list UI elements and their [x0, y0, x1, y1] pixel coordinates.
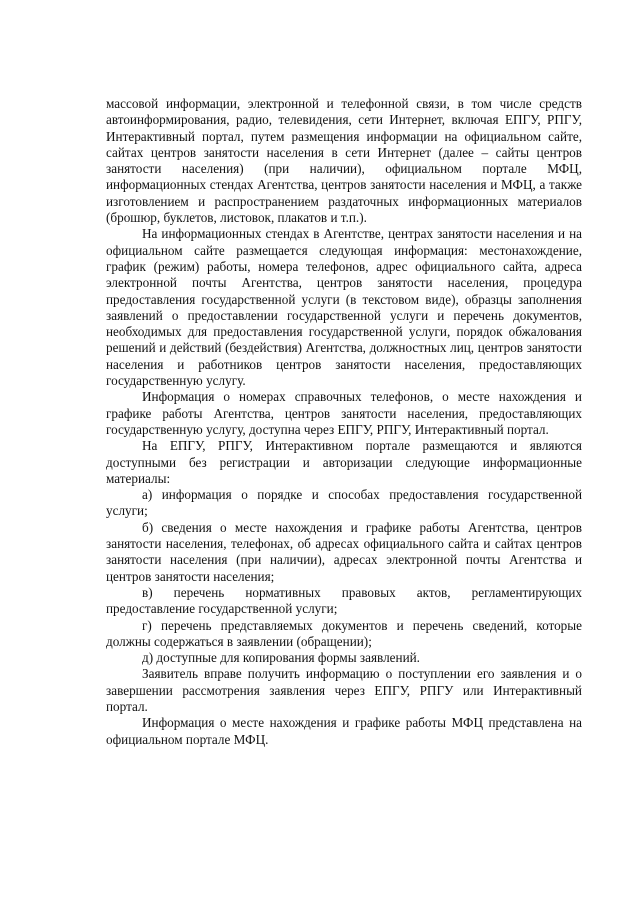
- list-item-g: г) перечень представляемых документов и перечень сведений, которые должны содержаться в заявлении (обращении);: [106, 617, 582, 649]
- paragraph-mfc-info: Информация о месте нахождения и графике работы МФЦ представлена на официальном портале МФЦ.: [106, 715, 582, 747]
- list-item-a: а) информация о порядке и способах предоставления государственной услуги;: [106, 487, 582, 519]
- paragraph-stands-info: На информационных стендах в Агентстве, центрах занятости населения и на официальном сайте размещается следующая информация: местонахождение, график (режим) работы, номера телефонов, адрес официального сайта, адреса электронной почты Агентства, центров занятости населения, процедура предоставления государственной услуги (в текстовом виде), образцы заполнения заявлений о предоставлении государственной услуги и перечень документов, необходимых для предоставления государственной услуги, порядок обжалования решений и действий (бездействия) Агентства, должностных лиц, центров занятости населения и работников центров занятости населения, предоставляющих государственную услугу.: [106, 226, 582, 389]
- paragraph-applicant-right: Заявитель вправе получить информацию о поступлении его заявления и о завершении рассмотрения заявления через ЕПГУ, РПГУ или Интерактивный портал.: [106, 666, 582, 714]
- list-item-d: д) доступные для копирования формы заявлений.: [142, 650, 420, 666]
- document-page: [106, 96, 582, 748]
- paragraph-continuation: массовой информации, электронной и телефонной связи, в том числе средств автоинформирования, радио, телевидения, сети Интернет, включая ЕПГУ, РПГУ, Интерактивный портал, путем размещения информации на официальном сайте, сайтах центров занятости населения в сети Интернет (далее – сайты центров занятости населения) (при наличии), официальном портале МФЦ, информационных стендах Агентства, центров занятости населения и МФЦ, а также изготовлением и распространением раздаточных информационных материалов (брошюр, буклетов, листовок, плакатов и т.п.).: [106, 96, 582, 226]
- paragraph-phones-info: Информация о номерах справочных телефонов, о месте нахождения и графике работы Агентства, центров занятости населения, предоставляющих государственную услугу, доступна через ЕПГУ, РПГУ, Интерактивный портал.: [106, 389, 582, 437]
- list-item-b: б) сведения о месте нахождения и графике работы Агентства, центров занятости населения, телефонах, об адресах официального сайта и сайтах центров занятости населения (при наличии), адресах электронной почты Агентства и центров занятости населения;: [106, 519, 582, 584]
- paragraph-portal-materials: На ЕПГУ, РПГУ, Интерактивном портале размещаются и являются доступными без регистрации и авторизации следующие информационные материалы:: [106, 438, 582, 486]
- list-item-v: в) перечень нормативных правовых актов, регламентирующих предоставление государственной услуги;: [106, 584, 582, 617]
